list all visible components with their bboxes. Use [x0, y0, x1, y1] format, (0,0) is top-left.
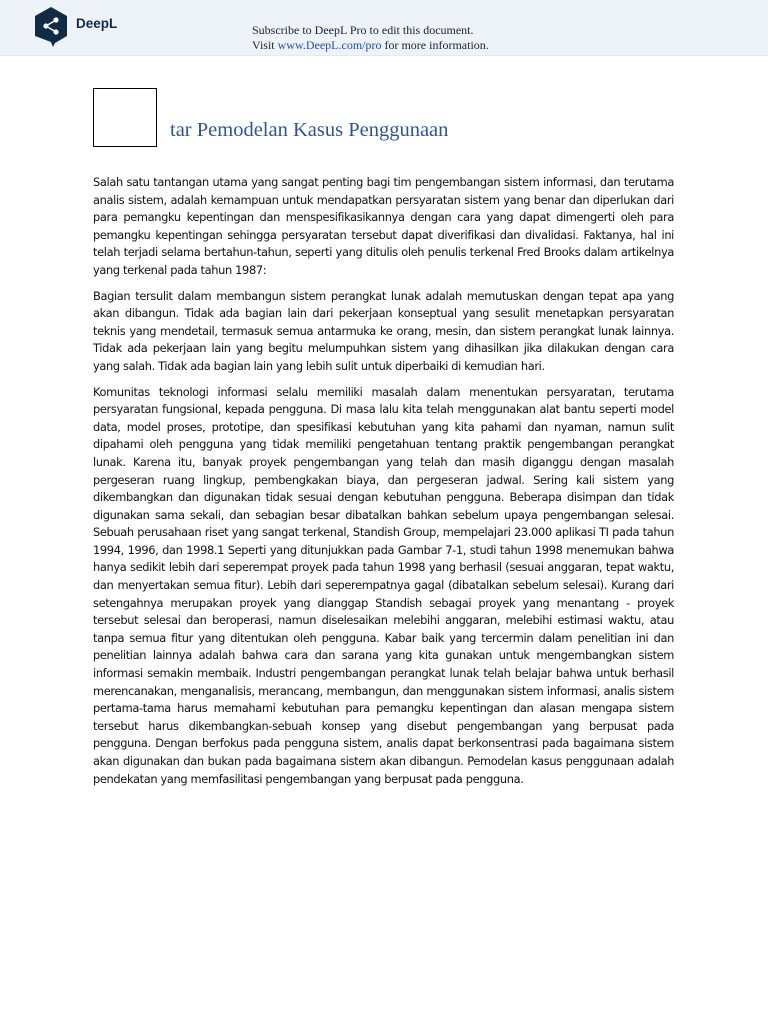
visit-suffix: for more information.	[384, 38, 489, 52]
document-heading	[93, 119, 693, 142]
deepl-share-icon	[33, 6, 69, 48]
subscribe-text: Subscribe to DeepL Pro to edit this document.	[252, 23, 474, 37]
deepl-pro-link[interactable]: www.DeepL.com/pro	[277, 38, 382, 52]
paragraph-intro: Salah satu tantangan utama yang sangat penting bagi tim pengembangan sistem informasi, dan terutama analis sistem, adalah kemampuan untuk mendapatkan persyaratan sistem yang benar dan diperlukan dari para pemangku kepentingan dan menspesifikasikannya dengan cara yang dapat dimengerti oleh para pemangku kepentingan sehingga persyaratan tersebut dapat diverifikasi dan divalidasi. Faktanya, hal ini telah terjadi selama bertahun-tahun, seperti yang ditulis oleh penulis terkenal Fred Brooks dalam artikelnya yang terkenal pada tahun 1987:	[93, 175, 674, 277]
paragraph-brooks-quote: Bagian tersulit dalam membangun sistem perangkat lunak adalah memutuskan dengan tepat apa yang akan dibangun. Tidak ada bagian lain dari pekerjaan konseptual yang sesulit menetapkan persyaratan teknis yang mendetail, termasuk semua antarmuka ke orang, mesin, dan sistem perangkat lunak lainnya. Tidak ada pekerjaan lain yang begitu melumpuhkan sistem yang dihasilkan jika dilakukan dengan cara yang salah. Tidak ada bagian lain yang lebih sulit untuk diperbaiki di kemudian hari.	[93, 288, 674, 373]
deepl-brand-name: DeepL	[76, 16, 118, 31]
paragraph-requirements: Komunitas teknologi informasi selalu memiliki masalah dalam menentukan persyaratan, terutama persyaratan fungsional, kepada pengguna. Di masa lalu kita telah menggunakan alat bantu seperti model data, model proses, prototipe, dan spesifikasi kebutuhan yang kita pahami dan nyaman, namun sulit dipahami oleh pengguna yang tidak memiliki pengetahuan tentang praktik pengembangan perangkat lunak. Karena itu, banyak proyek pengembangan yang telah dan masih diganggu dengan masalah pergeseran ruang lingkup, pembengkakan biaya, dan pergeseran jadwal. Sering kali sistem yang dikembangkan dan digunakan tidak sesuai dengan kebutuhan pengguna. Beberapa disimpan dan tidak digunakan sama sekali, dan sebagian besar dibatalkan bahkan sebelum upaya pengembangan selesai. Sebuah perusahaan riset yang sangat terkenal, Standish Group, mempelajari 23.000 aplikasi TI pada tahun 1994, 1996, dan 1998.1 Seperti yang ditunjukkan pada Gambar 7-1, studi tahun 1998 menemukan bahwa hanya sedikit lebih dari seperempat proyek pada tahun 1998 yang berhasil (sesuai anggaran, tepat waktu, dan menyertakan semua fitur). Lebih dari seperempatnya gagal (dibatalkan sebelum selesai). Kurang dari setengahnya merupakan proyek yang dianggap Standish sebagai proyek yang menantang - proyek tersebut selesai dan beroperasi, namun diselesaikan melebihi anggaran, melebihi estimasi waktu, atau tanpa semua fitur yang ditentukan oleh pengguna. Kabar baik yang tercermin dalam penelitian ini dan penelitian lainnya adalah bahwa cara dan sarana yang kita gunakan untuk mengembangkan sistem informasi semakin membaik. Industri pengembangan perangkat lunak telah belajar bahwa untuk berhasil merencanakan, menganalisis, merancang, membangun, dan menggunakan sistem informasi, analis sistem pertama-tama harus memahami kebutuhan para pemangku kepentingan dan alasan mengapa sistem tersebut harus dikembangkan-sebuah konsep yang disebut pengembangan yang berpusat pada pengguna. Dengan berfokus pada pengguna sistem, analis dapat berkonsentrasi pada bagaimana sistem akan digunakan dan bukan pada bagaimana sistem akan dibangun. Pemodelan kasus penggunaan adalah pendekatan yang memfasilitasi pengembangan yang berpusat pada pengguna.	[93, 384, 674, 786]
visit-prefix: Visit	[252, 38, 275, 52]
deepl-banner	[0, 0, 768, 56]
heading-text: tar Pemodelan Kasus Penggunaan	[170, 119, 449, 141]
visit-line	[252, 38, 489, 53]
document-body	[93, 174, 674, 796]
subscribe-notice	[252, 23, 489, 53]
